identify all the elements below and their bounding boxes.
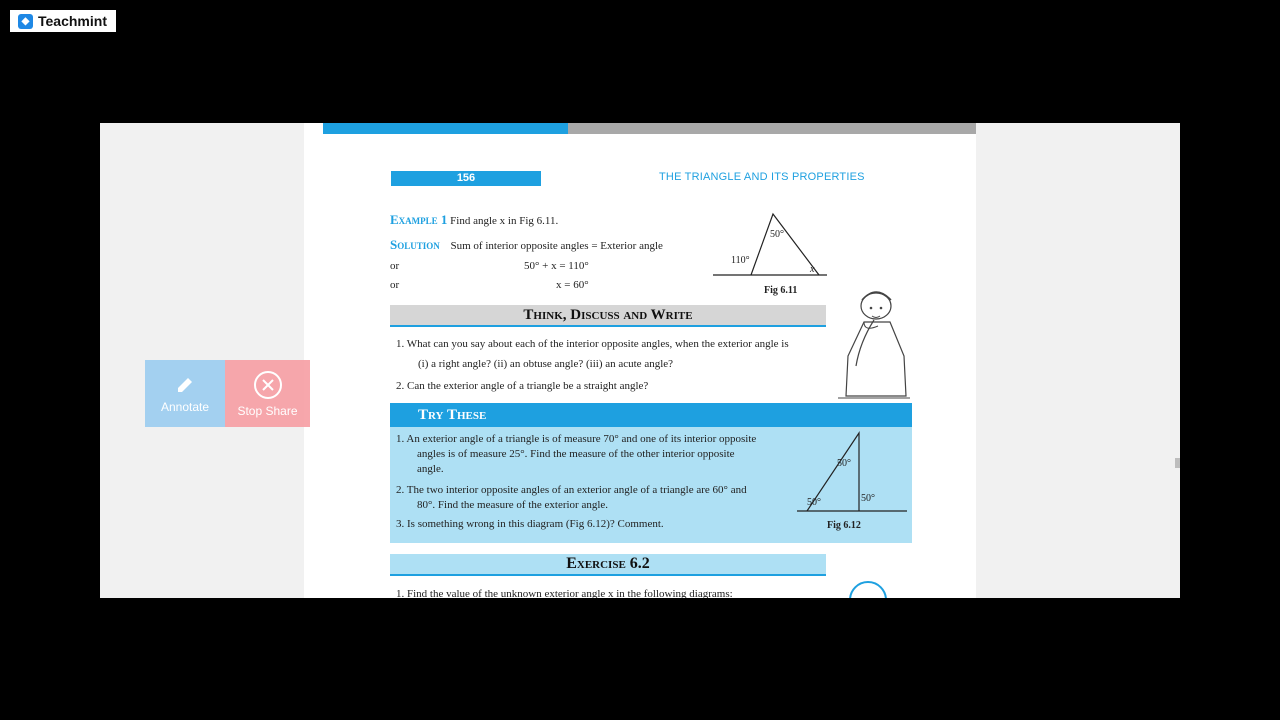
solution-or-1: or xyxy=(390,260,400,272)
page-top-bar-blue xyxy=(323,123,568,134)
solution-text: Sum of interior opposite angles = Exterior angle xyxy=(450,240,663,252)
fig-6-12-right-angle: 50° xyxy=(861,493,875,504)
think-question-1-options: (i) a right angle? (ii) an obtuse angle? (iii) an acute angle? xyxy=(418,358,674,370)
scroll-indicator[interactable] xyxy=(1175,458,1180,468)
try-these-heading: Try These xyxy=(390,403,912,427)
fig-6-11-triangle xyxy=(709,209,834,279)
thinking-girl-illustration xyxy=(834,286,914,402)
solution-equation-1: 50° + x = 110° xyxy=(524,260,589,272)
exercise-question-1: 1. Find the value of the unknown exterior angle x in the following diagrams: xyxy=(396,588,733,598)
close-circle-icon xyxy=(253,370,283,400)
example-line xyxy=(390,212,558,228)
running-head: THE TRIANGLE AND ITS PROPERTIES xyxy=(659,171,865,183)
try-question-2-line-2: 80°. Find the measure of the exterior angle. xyxy=(417,499,609,511)
fig-6-12-label: Fig 6.12 xyxy=(827,520,861,531)
fig-6-11-exterior-angle: 110° xyxy=(731,255,750,266)
page-number: 156 xyxy=(391,171,541,186)
try-these-box xyxy=(390,403,912,543)
teachmint-logo xyxy=(10,10,116,32)
textbook-page xyxy=(304,123,976,598)
think-discuss-write-heading: Think, Discuss and Write xyxy=(390,305,826,327)
think-question-1: 1. What can you say about each of the interior opposite angles, when the exterior angle is xyxy=(396,338,789,350)
example-question: Find angle x in Fig 6.11. xyxy=(450,215,559,227)
teachmint-logo-icon: ◆ xyxy=(18,14,33,29)
try-question-1-line-3: angle. xyxy=(417,463,444,475)
solution-line xyxy=(390,237,663,253)
fig-6-11-top-angle: 50° xyxy=(770,229,784,240)
fig-6-12-left-angle: 50° xyxy=(807,497,821,508)
exercise-heading: Exercise 6.2 xyxy=(390,554,826,576)
solution-equation-2: x = 60° xyxy=(556,279,589,291)
example-label: Example 1 xyxy=(390,212,448,227)
try-question-1-line-1: 1. An exterior angle of a triangle is of measure 70° and one of its interior opposite xyxy=(396,433,757,445)
think-question-2: 2. Can the exterior angle of a triangle be a straight angle? xyxy=(396,380,649,392)
pencil-icon xyxy=(174,374,196,396)
exercise-mascot-icon xyxy=(846,578,890,598)
annotate-label: Annotate xyxy=(160,399,210,414)
stop-share-button[interactable] xyxy=(225,360,310,427)
solution-or-2: or xyxy=(390,279,400,291)
fig-6-12-top-angle: 50° xyxy=(837,458,851,469)
solution-label: Solution xyxy=(390,237,440,252)
brand-name: Teachmint xyxy=(38,13,107,29)
fig-6-11-x-angle: x xyxy=(810,264,815,275)
try-question-1-line-2: angles is of measure 25°. Find the measure of the other interior opposite xyxy=(417,448,735,460)
page-top-bar-grey xyxy=(568,123,976,134)
try-question-3: 3. Is something wrong in this diagram (Fig 6.12)? Comment. xyxy=(396,518,664,530)
try-question-2-line-1: 2. The two interior opposite angles of an exterior angle of a triangle are 60° and xyxy=(396,484,747,496)
stop-share-label: Stop Share xyxy=(237,403,298,418)
fig-6-11-label: Fig 6.11 xyxy=(764,285,798,296)
annotate-button[interactable] xyxy=(145,360,225,427)
